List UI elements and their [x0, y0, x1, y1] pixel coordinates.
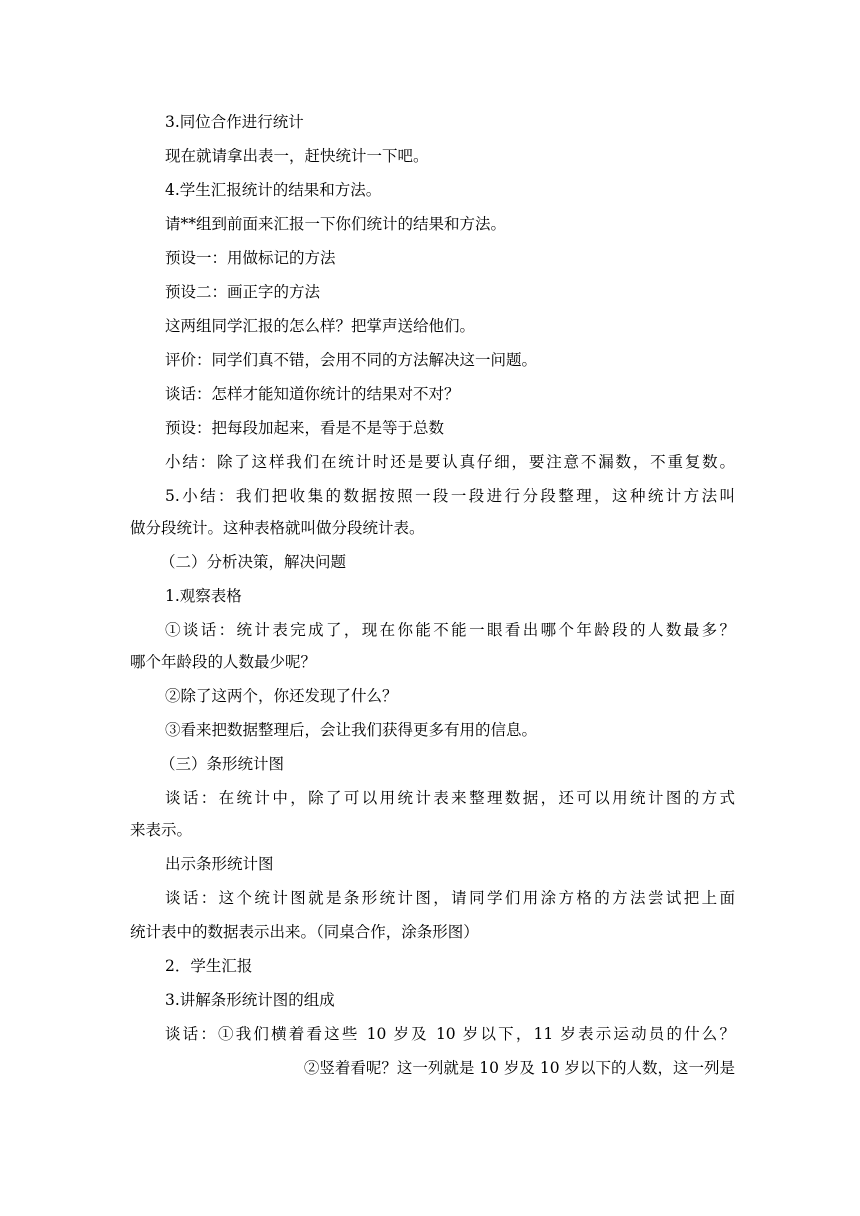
paragraph-line: 现在就请拿出表一，赶快统计一下吧。 — [165, 147, 429, 165]
paragraph-line: ①谈话：统计表完成了，现在你能不能一眼看出哪个年龄段的人数最多？ — [165, 621, 735, 639]
paragraph-line: 3.讲解条形统计图的组成 — [165, 991, 335, 1009]
paragraph-line: 谈话：这个统计图就是条形统计图，请同学们用涂方格的方法尝试把上面 — [165, 889, 735, 907]
paragraph-line: 预设一：用做标记的方法 — [165, 249, 336, 267]
paragraph-line: 谈话：①我们横着看这些 10 岁及 10 岁以下，11 岁表示运动员的什么？ — [165, 1025, 735, 1043]
paragraph-line: 5.小结：我们把收集的数据按照一段一段进行分段整理，这种统计方法叫 — [165, 487, 735, 505]
paragraph-line: 做分段统计。这种表格就叫做分段统计表。 — [130, 519, 425, 537]
paragraph-line: 谈话：怎样才能知道你统计的结果对不对？ — [165, 385, 460, 403]
paragraph-line: ②除了这两个，你还发现了什么？ — [165, 687, 398, 705]
paragraph-line: 出示条形统计图 — [165, 855, 274, 873]
paragraph-line: 评价：同学们真不错，会用不同的方法解决这一问题。 — [165, 351, 538, 369]
paragraph-line: 哪个年龄段的人数最少呢？ — [130, 653, 317, 671]
paragraph-line: ②竖着看呢？这一列就是 10 岁及 10 岁以下的人数，这一列是 — [303, 1059, 735, 1077]
step-3-heading: 3.同位合作进行统计 — [165, 113, 304, 131]
paragraph-line: 1.观察表格 — [165, 587, 242, 605]
paragraph-line: 来表示。 — [130, 821, 193, 839]
section-heading: （二）分析决策，解决问题 — [160, 553, 347, 571]
section-heading: （三）条形统计图 — [160, 755, 285, 773]
paragraph-line: 预设：把每段加起来，看是不是等于总数 — [165, 419, 445, 437]
paragraph-line: ③看来把数据整理后，会让我们获得更多有用的信息。 — [165, 721, 538, 739]
paragraph-line: 请**组到前面来汇报一下你们统计的结果和方法。 — [165, 215, 507, 233]
step-4-heading: 4.学生汇报统计的结果和方法。 — [165, 181, 382, 199]
paragraph-line: 谈话：在统计中，除了可以用统计表来整理数据，还可以用统计图的方式 — [165, 789, 735, 807]
paragraph-line: 统计表中的数据表示出来。（同桌合作，涂条形图） — [130, 923, 479, 941]
paragraph-line: 预设二：画正字的方法 — [165, 283, 321, 301]
paragraph-line: 这两组同学汇报的怎么样？把掌声送给他们。 — [165, 317, 476, 335]
paragraph-line: 2．学生汇报 — [165, 957, 253, 975]
paragraph-line: 小结：除了这样我们在统计时还是要认真仔细，要注意不漏数，不重复数。 — [165, 453, 735, 471]
